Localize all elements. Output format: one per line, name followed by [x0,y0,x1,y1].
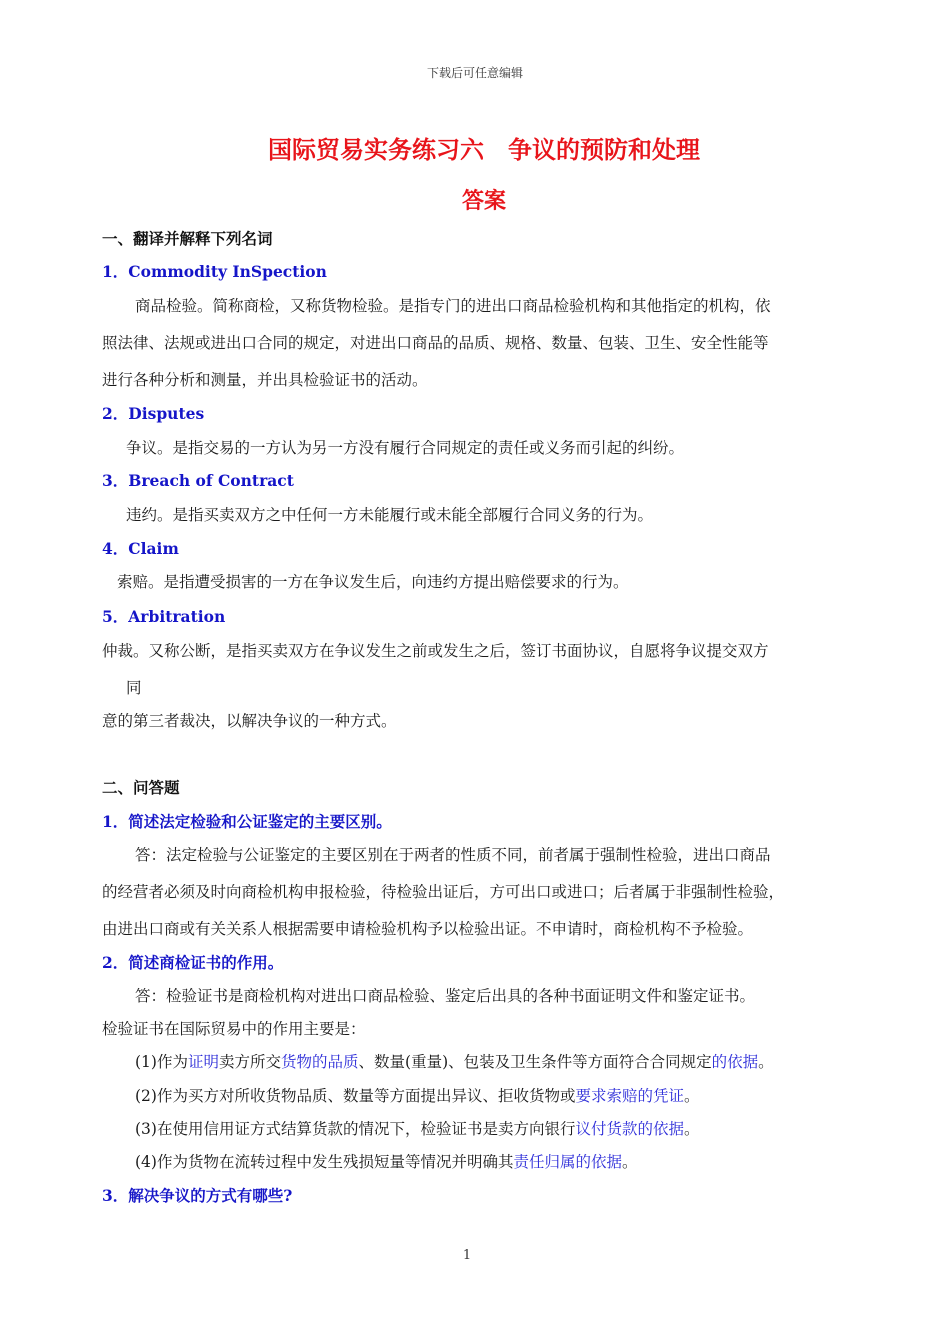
highlight-text: 要求索赔的凭证 [575,1087,684,1105]
answer-line: 由进出口商或有关关系人根据需要申请检验机构予以检验出证。不申请时，商检机构不予检验。 [102,920,754,938]
term-disputes: 2．Disputes [102,404,205,423]
highlight-text: 责任归属的依据 [513,1153,622,1171]
term-breach-of-contract: 3．Breach of Contract [102,471,294,490]
page-header: 下载后可任意编辑 [426,66,523,80]
question-1: 1．简述法定检验和公证鉴定的主要区别。 [102,812,392,831]
term-arbitration: 5．Arbitration [102,607,226,626]
highlight-text: 货物的品质 [281,1053,359,1071]
answer-line: 的经营者必须及时向商检机构申报检验，待检验出证后，方可出口或进口；后者属于非强制性检验， [102,883,785,901]
role-item-2: (2)作为买方对所收货物品质、数量等方面提出异议、拒收货物或要求索赔的凭证。 [135,1087,700,1105]
definition-line: 同 [126,679,142,697]
section-heading-terms: 一、翻译并解释下列名词 [102,229,273,248]
question-3: 3．解决争议的方式有哪些? [102,1186,293,1205]
question-2: 2．简述商检证书的作用。 [102,953,284,972]
term-claim: 4．Claim [102,539,179,558]
definition-line: 意的第三者裁决，以解决争议的一种方式。 [102,712,397,730]
definition-line: 违约。是指买卖双方之中任何一方未能履行或未能全部履行合同义务的行为。 [126,506,654,524]
role-item-3: (3)在使用信用证方式结算货款的情况下，检验证书是卖方向银行议付货款的依据。 [135,1120,700,1138]
document-subtitle: 答案 [461,188,506,214]
highlight-text: 议付货款的依据 [575,1120,684,1138]
highlight-text: 的依据 [711,1053,759,1071]
answer-line: 检验证书在国际贸易中的作用主要是： [102,1020,366,1038]
definition-line: 索赔。是指遭受损害的一方在争议发生后，向违约方提出赔偿要求的行为。 [117,573,629,591]
term-commodity-inspection: 1．Commodity InSpection [102,262,327,281]
definition-line: 商品检验。简称商检，又称货物检验。是指专门的进出口商品检验机构和其他指定的机构，依 [135,297,771,315]
document-title: 国际贸易实务练习六 争议的预防和处理 [268,135,700,164]
highlight-text: 证明 [187,1053,219,1071]
definition-line: 仲裁。又称公断，是指买卖双方在争议发生之前或发生之后，签订书面协议，自愿将争议提交双方 [102,642,769,660]
role-item-1: (1)作为证明卖方所交货物的品质、数量(重量)、包装及卫生条件等方面符合合同规定的依据。 [135,1053,774,1071]
answer-line: 答：检验证书是商检机构对进出口商品检验、鉴定后出具的各种书面证明文件和鉴定证书。 [135,987,756,1005]
page-number: 1 [462,1248,472,1263]
definition-line: 争议。是指交易的一方认为另一方没有履行合同规定的责任或义务而引起的纠纷。 [126,439,685,457]
definition-line: 进行各种分析和测量，并出具检验证书的活动。 [102,371,428,389]
definition-line: 照法律、法规或进出口合同的规定，对进出口商品的品质、规格、数量、包装、卫生、安全性能等 [102,334,769,352]
answer-line: 答：法定检验与公证鉴定的主要区别在于两者的性质不同，前者属于强制性检验，进出口商品 [135,846,771,864]
role-item-4: (4)作为货物在流转过程中发生残损短量等情况并明确其责任归属的依据。 [135,1153,638,1171]
section-heading-questions: 二、问答题 [102,778,180,797]
